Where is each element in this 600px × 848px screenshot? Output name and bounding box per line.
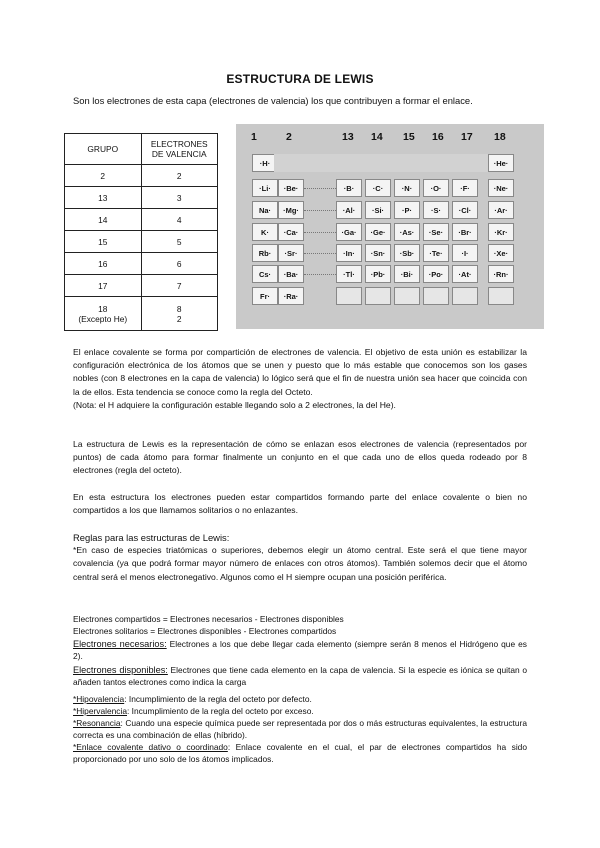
element-cell: ·Br· — [452, 223, 478, 241]
element-cell: ·Al· — [336, 201, 362, 219]
element-cell: ·In· — [336, 244, 362, 262]
element-cell: K· — [252, 223, 278, 241]
definition-hipovalencia — [73, 693, 527, 705]
paragraph-enlace-covalente — [73, 346, 527, 412]
group-number-label: 2 — [286, 131, 292, 143]
element-cell: ·C· — [365, 179, 391, 197]
table-row — [65, 165, 218, 187]
electrons-cell: 7 — [141, 275, 218, 297]
paragraph-estructura-lewis — [73, 438, 527, 478]
element-cell: ·H· — [252, 154, 278, 172]
group-cell: 16 — [65, 253, 142, 275]
element-cell: Fr· — [252, 287, 278, 305]
group-cell: 13 — [65, 187, 142, 209]
valence-table — [64, 133, 218, 331]
table-header-row — [65, 134, 218, 165]
element-cell: ·Xe· — [488, 244, 514, 262]
element-cell: ·At· — [452, 265, 478, 283]
element-cell: ·Si· — [365, 201, 391, 219]
empty-cell — [452, 287, 478, 305]
electrons-cell: 2 — [141, 165, 218, 187]
table-row — [65, 209, 218, 231]
element-cell: ·Se· — [423, 223, 449, 241]
periodic-gap-line — [304, 232, 336, 233]
element-cell: ·S· — [423, 201, 449, 219]
group-number-label: 1 — [251, 131, 257, 143]
rules-text: *En caso de especies triatómicas o superiores, debemos elegir un átomo central. Este será el que tiene mayor covalencia (ya que podrá formar mayor número de enlaces con otros átomos). También solemos decir que el átomo central será el menos electronegativo. Algunos como el H siempre ocupan una posición periférica. — [73, 545, 527, 582]
element-cell: ·Ca· — [278, 223, 304, 241]
element-cell: ·F· — [452, 179, 478, 197]
text-hipovalencia: : Incumplimiento de la regla del octeto por defecto. — [124, 694, 312, 704]
term-enlace-dativo: *Enlace covalente dativo o coordinado — [73, 742, 228, 752]
periodic-gap-line — [304, 188, 336, 189]
element-cell: Rb· — [252, 244, 278, 262]
text-disponibles: Electrones que tiene cada elemento en la capa de valencia. Si la especie es iónica se quitan o añaden tantos electrones como indica la carga — [73, 665, 527, 687]
element-cell: ·O· — [423, 179, 449, 197]
group-cell: 14 — [65, 209, 142, 231]
group-cell: 17 — [65, 275, 142, 297]
empty-cell — [365, 287, 391, 305]
definition-enlace-dativo — [73, 741, 527, 765]
electrons-cell — [141, 297, 218, 331]
header-electrones — [141, 134, 218, 165]
group-cell: 15 — [65, 231, 142, 253]
element-cell: ·P· — [394, 201, 420, 219]
element-cell: ·Tl· — [336, 265, 362, 283]
element-cell: ·Be· — [278, 179, 304, 197]
definition-resonancia — [73, 717, 527, 741]
table-row — [65, 187, 218, 209]
element-cell: ·Li· — [252, 179, 278, 197]
definition-hipervalencia — [73, 705, 527, 717]
header-grupo: GRUPO — [65, 134, 142, 165]
rules-section — [73, 531, 527, 584]
rules-heading: Reglas para las estructuras de Lewis: — [73, 532, 230, 543]
group-number-label: 15 — [403, 131, 415, 143]
element-cell: ·Sn· — [365, 244, 391, 262]
element-cell: ·B· — [336, 179, 362, 197]
formula-solitarios: Electrones solitarios = Electrones disponibles - Electrones compartidos — [73, 626, 337, 636]
text-resonancia: : Cuando una especie química puede ser representada por dos o más estructuras equivalentes, la estructura correcta es una combinación de ellas (híbrido). — [73, 718, 527, 740]
group-number-label: 13 — [342, 131, 354, 143]
empty-cell — [336, 287, 362, 305]
empty-cell — [488, 287, 514, 305]
element-cell: Na· — [252, 201, 278, 219]
definition-necesarios — [73, 638, 527, 662]
element-cell: ·Kr· — [488, 223, 514, 241]
element-cell: ·Mg· — [278, 201, 304, 219]
definitions-section — [73, 613, 527, 765]
definition-disponibles — [73, 664, 527, 688]
electrons-cell: 3 — [141, 187, 218, 209]
element-cell: ·Pb· — [365, 265, 391, 283]
periodic-gap-line — [304, 274, 336, 275]
element-cell: Cs· — [252, 265, 278, 283]
text-enlace-dativo: : Enlace covalente en el cual, el par de electrones compartidos ha sido proporcionado por uno solo de los átomos implicados. — [73, 742, 527, 764]
table-row — [65, 231, 218, 253]
periodic-gap-line — [304, 253, 336, 254]
table-row — [65, 297, 218, 331]
empty-cell — [423, 287, 449, 305]
element-cell: ·Po· — [423, 265, 449, 283]
table-row — [65, 275, 218, 297]
periodic-empty-band — [274, 154, 488, 172]
group-number-label: 18 — [494, 131, 506, 143]
text-hipervalencia: : Incumplimiento de la regla del octeto por exceso. — [127, 706, 314, 716]
group-cell: 2 — [65, 165, 142, 187]
element-cell: ·Cl· — [452, 201, 478, 219]
paragraph-text: El enlace covalente se forma por compartición de electrones de valencia. El objetivo de esta unión es estabilizar la configuración electrónica de los átomos que se unen y puesto que lo más estable que conocemos son los gases nobles (con 8 electrones en la capa de valencia) lo lógico será que el fin de nuestra unión sea hacer que coincida con la de ellos. Esta tendencia se conoce como la regla del Octeto. — [73, 347, 527, 397]
paragraph-note: (Nota: el H adquiere la configuración estable llegando solo a 2 electrones, la del He). — [73, 399, 396, 410]
group-number-label: 14 — [371, 131, 383, 143]
electrons-cell: 5 — [141, 231, 218, 253]
element-cell: ·He· — [488, 154, 514, 172]
electrons-cell: 6 — [141, 253, 218, 275]
element-cell: ·Sr· — [278, 244, 304, 262]
header-electrones-line1: ELECTRONES — [150, 139, 208, 149]
text-necesarios: Electrones a los que debe llegar cada elemento (siempre serán 8 menos el Hidrógeno que es 2). — [73, 639, 527, 661]
intro-text: Son los electrones de esta capa (electrones de valencia) los que contribuyen a formar el enlace. — [73, 95, 473, 106]
group-cell — [65, 297, 142, 331]
term-disponibles: Electrones disponibles: — [73, 665, 168, 675]
electrons-cell-line1: 8 — [176, 303, 182, 314]
element-cell: ·Ba· — [278, 265, 304, 283]
term-resonancia: *Resonancia — [73, 718, 121, 728]
element-cell: ·As· — [394, 223, 420, 241]
group-number-label: 17 — [461, 131, 473, 143]
header-electrones-line2: DE VALENCIA — [151, 149, 207, 159]
group-number-label: 16 — [432, 131, 444, 143]
formula-compartidos: Electrones compartidos = Electrones necesarios - Electrones disponibles — [73, 614, 344, 624]
periodic-table-image — [236, 124, 544, 329]
element-cell: ·Ge· — [365, 223, 391, 241]
element-cell: ·Ga· — [336, 223, 362, 241]
element-cell: ·Te· — [423, 244, 449, 262]
element-cell: ·Rn· — [488, 265, 514, 283]
paragraph-compartidos — [73, 491, 527, 517]
term-necesarios: Electrones necesarios: — [73, 639, 167, 649]
element-cell: ·Ra· — [278, 287, 304, 305]
empty-cell — [394, 287, 420, 305]
term-hipovalencia: *Hipovalencia — [73, 694, 125, 704]
term-hipervalencia: *Hipervalencia — [73, 706, 127, 716]
group-cell-line1: 18 — [98, 303, 108, 314]
element-cell: ·Ne· — [488, 179, 514, 197]
page-title: ESTRUCTURA DE LEWIS — [226, 72, 374, 86]
element-cell: ·Sb· — [394, 244, 420, 262]
table-row — [65, 253, 218, 275]
electrons-cell: 4 — [141, 209, 218, 231]
element-cell: ·I· — [452, 244, 478, 262]
periodic-gap-line — [304, 210, 336, 211]
electrons-cell-line2: 2 — [176, 313, 182, 324]
element-cell: ·N· — [394, 179, 420, 197]
element-cell: ·Bi· — [394, 265, 420, 283]
paragraph-text: En esta estructura los electrones pueden estar compartidos formando parte del enlace covalente o bien no compartidos a los que llamamos solitarios o no enlazantes. — [73, 492, 527, 516]
group-cell-line2: (Excepto He) — [78, 313, 128, 324]
element-cell: ·Ar· — [488, 201, 514, 219]
paragraph-text: La estructura de Lewis es la representación de cómo se enlazan esos electrones de valencia (representados por puntos) de cada átomo para formar finalmente un conjunto en el que cada uno de ellos queda rodeado por 8 electrones (regla del octeto). — [73, 439, 527, 476]
